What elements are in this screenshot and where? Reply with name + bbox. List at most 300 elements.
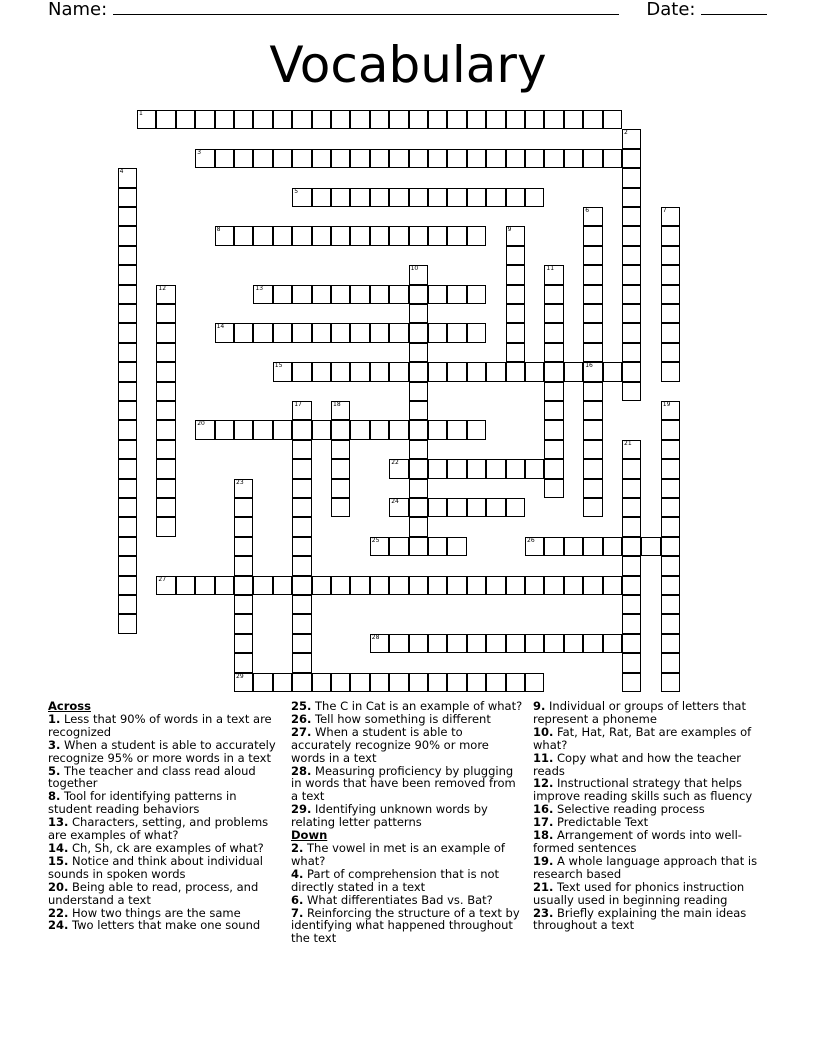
crossword-cell[interactable] <box>661 323 680 342</box>
crossword-cell[interactable] <box>156 110 175 129</box>
crossword-cell[interactable] <box>273 673 292 692</box>
crossword-cell[interactable] <box>622 673 641 692</box>
crossword-cell[interactable] <box>409 517 428 536</box>
crossword-cell[interactable] <box>603 634 622 653</box>
crossword-cell[interactable] <box>350 323 369 342</box>
crossword-cell[interactable] <box>428 188 447 207</box>
crossword-cell[interactable] <box>370 226 389 245</box>
crossword-cell[interactable] <box>118 498 137 517</box>
crossword-cell[interactable] <box>409 304 428 323</box>
crossword-cell[interactable] <box>292 498 311 517</box>
crossword-cell[interactable] <box>292 614 311 633</box>
crossword-cell[interactable] <box>331 362 350 381</box>
crossword-cell[interactable] <box>409 226 428 245</box>
name-field[interactable] <box>113 0 619 15</box>
crossword-cell[interactable] <box>215 110 234 129</box>
crossword-cell[interactable] <box>292 401 311 420</box>
crossword-cell[interactable] <box>447 459 466 478</box>
crossword-cell[interactable] <box>156 576 175 595</box>
crossword-cell[interactable] <box>447 188 466 207</box>
crossword-cell[interactable] <box>389 323 408 342</box>
crossword-cell[interactable] <box>544 110 563 129</box>
crossword-cell[interactable] <box>389 420 408 439</box>
crossword-cell[interactable] <box>661 420 680 439</box>
crossword-cell[interactable] <box>118 614 137 633</box>
crossword-cell[interactable] <box>506 285 525 304</box>
crossword-cell[interactable] <box>292 653 311 672</box>
crossword-cell[interactable] <box>292 595 311 614</box>
crossword-cell[interactable] <box>486 459 505 478</box>
crossword-cell[interactable] <box>583 246 602 265</box>
crossword-cell[interactable] <box>583 207 602 226</box>
crossword-cell[interactable] <box>486 149 505 168</box>
crossword-cell[interactable] <box>292 323 311 342</box>
crossword-cell[interactable] <box>447 498 466 517</box>
crossword-cell[interactable] <box>486 576 505 595</box>
crossword-cell[interactable] <box>292 479 311 498</box>
crossword-cell[interactable] <box>370 576 389 595</box>
crossword-cell[interactable] <box>661 459 680 478</box>
crossword-cell[interactable] <box>506 323 525 342</box>
crossword-cell[interactable] <box>525 537 544 556</box>
crossword-cell[interactable] <box>253 226 272 245</box>
crossword-cell[interactable] <box>292 420 311 439</box>
crossword-cell[interactable] <box>409 110 428 129</box>
crossword-cell[interactable] <box>273 285 292 304</box>
crossword-cell[interactable] <box>234 595 253 614</box>
crossword-cell[interactable] <box>583 498 602 517</box>
crossword-cell[interactable] <box>137 110 156 129</box>
crossword-cell[interactable] <box>661 595 680 614</box>
crossword-cell[interactable] <box>428 634 447 653</box>
crossword-cell[interactable] <box>370 149 389 168</box>
crossword-cell[interactable] <box>118 168 137 187</box>
crossword-cell[interactable] <box>195 149 214 168</box>
crossword-cell[interactable] <box>389 188 408 207</box>
crossword-cell[interactable] <box>661 673 680 692</box>
crossword-cell[interactable] <box>661 653 680 672</box>
crossword-cell[interactable] <box>506 498 525 517</box>
crossword-cell[interactable] <box>234 420 253 439</box>
crossword-cell[interactable] <box>467 459 486 478</box>
crossword-cell[interactable] <box>622 517 641 536</box>
crossword-cell[interactable] <box>409 673 428 692</box>
crossword-cell[interactable] <box>331 673 350 692</box>
crossword-cell[interactable] <box>292 440 311 459</box>
crossword-cell[interactable] <box>118 226 137 245</box>
crossword-cell[interactable] <box>234 556 253 575</box>
crossword-cell[interactable] <box>622 323 641 342</box>
crossword-cell[interactable] <box>467 420 486 439</box>
crossword-cell[interactable] <box>156 440 175 459</box>
crossword-cell[interactable] <box>350 110 369 129</box>
crossword-cell[interactable] <box>118 420 137 439</box>
crossword-cell[interactable] <box>583 440 602 459</box>
crossword-cell[interactable] <box>370 110 389 129</box>
crossword-cell[interactable] <box>544 343 563 362</box>
crossword-cell[interactable] <box>234 110 253 129</box>
crossword-cell[interactable] <box>273 110 292 129</box>
crossword-cell[interactable] <box>312 362 331 381</box>
crossword-cell[interactable] <box>312 188 331 207</box>
crossword-cell[interactable] <box>292 149 311 168</box>
crossword-cell[interactable] <box>273 362 292 381</box>
crossword-cell[interactable] <box>661 304 680 323</box>
crossword-cell[interactable] <box>525 459 544 478</box>
crossword-cell[interactable] <box>661 498 680 517</box>
crossword-cell[interactable] <box>331 459 350 478</box>
crossword-cell[interactable] <box>428 459 447 478</box>
crossword-cell[interactable] <box>544 382 563 401</box>
crossword-cell[interactable] <box>428 323 447 342</box>
crossword-cell[interactable] <box>583 343 602 362</box>
crossword-cell[interactable] <box>544 420 563 439</box>
crossword-cell[interactable] <box>622 382 641 401</box>
crossword-cell[interactable] <box>544 265 563 284</box>
crossword-cell[interactable] <box>583 323 602 342</box>
crossword-cell[interactable] <box>622 556 641 575</box>
crossword-cell[interactable] <box>622 614 641 633</box>
crossword-cell[interactable] <box>312 323 331 342</box>
crossword-cell[interactable] <box>350 149 369 168</box>
crossword-cell[interactable] <box>506 304 525 323</box>
crossword-cell[interactable] <box>583 537 602 556</box>
crossword-cell[interactable] <box>389 537 408 556</box>
crossword-cell[interactable] <box>156 304 175 323</box>
crossword-cell[interactable] <box>331 420 350 439</box>
crossword-cell[interactable] <box>603 149 622 168</box>
crossword-cell[interactable] <box>409 537 428 556</box>
crossword-cell[interactable] <box>156 382 175 401</box>
crossword-cell[interactable] <box>583 382 602 401</box>
crossword-cell[interactable] <box>544 362 563 381</box>
crossword-cell[interactable] <box>370 537 389 556</box>
crossword-cell[interactable] <box>564 362 583 381</box>
crossword-cell[interactable] <box>564 576 583 595</box>
crossword-cell[interactable] <box>409 634 428 653</box>
crossword-cell[interactable] <box>486 498 505 517</box>
crossword-cell[interactable] <box>370 285 389 304</box>
crossword-cell[interactable] <box>506 576 525 595</box>
crossword-cell[interactable] <box>428 285 447 304</box>
crossword-cell[interactable] <box>331 479 350 498</box>
crossword-cell[interactable] <box>331 323 350 342</box>
crossword-cell[interactable] <box>350 420 369 439</box>
crossword-cell[interactable] <box>583 420 602 439</box>
crossword-cell[interactable] <box>215 420 234 439</box>
crossword-cell[interactable] <box>389 634 408 653</box>
crossword-cell[interactable] <box>176 576 195 595</box>
crossword-cell[interactable] <box>583 265 602 284</box>
crossword-cell[interactable] <box>215 323 234 342</box>
crossword-cell[interactable] <box>389 576 408 595</box>
crossword-cell[interactable] <box>389 673 408 692</box>
crossword-cell[interactable] <box>486 634 505 653</box>
crossword-cell[interactable] <box>234 614 253 633</box>
crossword-cell[interactable] <box>409 323 428 342</box>
crossword-cell[interactable] <box>273 226 292 245</box>
crossword-cell[interactable] <box>118 517 137 536</box>
crossword-cell[interactable] <box>544 285 563 304</box>
crossword-cell[interactable] <box>447 673 466 692</box>
crossword-cell[interactable] <box>583 226 602 245</box>
crossword-cell[interactable] <box>409 401 428 420</box>
crossword-cell[interactable] <box>370 188 389 207</box>
crossword-cell[interactable] <box>118 401 137 420</box>
crossword-cell[interactable] <box>622 304 641 323</box>
crossword-cell[interactable] <box>156 517 175 536</box>
crossword-cell[interactable] <box>409 479 428 498</box>
crossword-cell[interactable] <box>447 362 466 381</box>
crossword-cell[interactable] <box>467 188 486 207</box>
crossword-cell[interactable] <box>331 188 350 207</box>
crossword-cell[interactable] <box>118 556 137 575</box>
crossword-cell[interactable] <box>409 420 428 439</box>
crossword-cell[interactable] <box>118 343 137 362</box>
crossword-cell[interactable] <box>506 265 525 284</box>
crossword-cell[interactable] <box>156 498 175 517</box>
crossword-cell[interactable] <box>253 110 272 129</box>
crossword-cell[interactable] <box>118 246 137 265</box>
crossword-cell[interactable] <box>312 420 331 439</box>
crossword-cell[interactable] <box>409 459 428 478</box>
crossword-cell[interactable] <box>583 110 602 129</box>
crossword-cell[interactable] <box>661 576 680 595</box>
crossword-cell[interactable] <box>292 459 311 478</box>
crossword-cell[interactable] <box>486 673 505 692</box>
crossword-cell[interactable] <box>583 362 602 381</box>
crossword-cell[interactable] <box>583 479 602 498</box>
crossword-cell[interactable] <box>622 265 641 284</box>
crossword-cell[interactable] <box>118 362 137 381</box>
crossword-cell[interactable] <box>273 420 292 439</box>
crossword-cell[interactable] <box>156 420 175 439</box>
crossword-cell[interactable] <box>118 576 137 595</box>
crossword-cell[interactable] <box>409 440 428 459</box>
crossword-cell[interactable] <box>350 576 369 595</box>
crossword-cell[interactable] <box>389 226 408 245</box>
crossword-cell[interactable] <box>156 362 175 381</box>
crossword-cell[interactable] <box>467 323 486 342</box>
crossword-cell[interactable] <box>389 498 408 517</box>
crossword-cell[interactable] <box>622 207 641 226</box>
crossword-cell[interactable] <box>486 362 505 381</box>
crossword-cell[interactable] <box>661 285 680 304</box>
crossword-cell[interactable] <box>428 576 447 595</box>
crossword-cell[interactable] <box>622 226 641 245</box>
crossword-cell[interactable] <box>661 634 680 653</box>
crossword-cell[interactable] <box>506 188 525 207</box>
crossword-cell[interactable] <box>661 362 680 381</box>
crossword-cell[interactable] <box>292 634 311 653</box>
crossword-cell[interactable] <box>447 420 466 439</box>
crossword-cell[interactable] <box>506 459 525 478</box>
crossword-cell[interactable] <box>622 537 641 556</box>
crossword-cell[interactable] <box>544 440 563 459</box>
crossword-cell[interactable] <box>331 149 350 168</box>
crossword-cell[interactable] <box>544 634 563 653</box>
crossword-cell[interactable] <box>389 285 408 304</box>
crossword-cell[interactable] <box>409 498 428 517</box>
crossword-cell[interactable] <box>661 440 680 459</box>
crossword-cell[interactable] <box>428 537 447 556</box>
crossword-cell[interactable] <box>215 149 234 168</box>
crossword-cell[interactable] <box>273 323 292 342</box>
crossword-cell[interactable] <box>350 285 369 304</box>
crossword-cell[interactable] <box>525 362 544 381</box>
crossword-cell[interactable] <box>331 576 350 595</box>
crossword-cell[interactable] <box>118 304 137 323</box>
crossword-cell[interactable] <box>253 149 272 168</box>
crossword-cell[interactable] <box>486 110 505 129</box>
crossword-cell[interactable] <box>292 285 311 304</box>
crossword-cell[interactable] <box>389 149 408 168</box>
crossword-cell[interactable] <box>428 420 447 439</box>
crossword-cell[interactable] <box>234 479 253 498</box>
crossword-cell[interactable] <box>447 634 466 653</box>
crossword-cell[interactable] <box>447 226 466 245</box>
crossword-cell[interactable] <box>350 188 369 207</box>
crossword-cell[interactable] <box>661 556 680 575</box>
crossword-cell[interactable] <box>195 576 214 595</box>
crossword-cell[interactable] <box>234 653 253 672</box>
crossword-cell[interactable] <box>234 634 253 653</box>
crossword-cell[interactable] <box>118 285 137 304</box>
crossword-cell[interactable] <box>564 634 583 653</box>
crossword-cell[interactable] <box>622 576 641 595</box>
crossword-cell[interactable] <box>506 634 525 653</box>
crossword-cell[interactable] <box>564 537 583 556</box>
crossword-cell[interactable] <box>370 420 389 439</box>
crossword-cell[interactable] <box>525 149 544 168</box>
crossword-cell[interactable] <box>661 517 680 536</box>
crossword-cell[interactable] <box>312 226 331 245</box>
crossword-cell[interactable] <box>544 537 563 556</box>
crossword-cell[interactable] <box>622 459 641 478</box>
crossword-cell[interactable] <box>118 595 137 614</box>
crossword-cell[interactable] <box>622 246 641 265</box>
crossword-cell[interactable] <box>661 401 680 420</box>
crossword-cell[interactable] <box>234 517 253 536</box>
crossword-cell[interactable] <box>273 576 292 595</box>
crossword-cell[interactable] <box>622 168 641 187</box>
crossword-cell[interactable] <box>564 149 583 168</box>
crossword-cell[interactable] <box>409 382 428 401</box>
crossword-cell[interactable] <box>292 110 311 129</box>
crossword-cell[interactable] <box>544 401 563 420</box>
crossword-cell[interactable] <box>370 673 389 692</box>
crossword-cell[interactable] <box>215 576 234 595</box>
crossword-cell[interactable] <box>156 343 175 362</box>
crossword-cell[interactable] <box>661 265 680 284</box>
crossword-cell[interactable] <box>312 110 331 129</box>
crossword-cell[interactable] <box>292 362 311 381</box>
crossword-cell[interactable] <box>622 653 641 672</box>
crossword-cell[interactable] <box>467 362 486 381</box>
crossword-cell[interactable] <box>447 285 466 304</box>
crossword-cell[interactable] <box>622 343 641 362</box>
crossword-cell[interactable] <box>467 673 486 692</box>
crossword-cell[interactable] <box>622 149 641 168</box>
crossword-cell[interactable] <box>525 673 544 692</box>
crossword-cell[interactable] <box>118 459 137 478</box>
crossword-cell[interactable] <box>292 576 311 595</box>
crossword-cell[interactable] <box>544 323 563 342</box>
crossword-cell[interactable] <box>350 362 369 381</box>
crossword-cell[interactable] <box>370 323 389 342</box>
date-field[interactable] <box>701 0 767 15</box>
crossword-cell[interactable] <box>156 401 175 420</box>
crossword-cell[interactable] <box>467 226 486 245</box>
crossword-cell[interactable] <box>525 188 544 207</box>
crossword-cell[interactable] <box>622 634 641 653</box>
crossword-cell[interactable] <box>486 188 505 207</box>
crossword-cell[interactable] <box>661 614 680 633</box>
crossword-cell[interactable] <box>428 149 447 168</box>
crossword-cell[interactable] <box>428 362 447 381</box>
crossword-cell[interactable] <box>331 110 350 129</box>
crossword-cell[interactable] <box>118 188 137 207</box>
crossword-cell[interactable] <box>409 188 428 207</box>
crossword-cell[interactable] <box>409 576 428 595</box>
crossword-cell[interactable] <box>506 673 525 692</box>
crossword-cell[interactable] <box>583 576 602 595</box>
crossword-cell[interactable] <box>447 576 466 595</box>
crossword-cell[interactable] <box>331 401 350 420</box>
crossword-cell[interactable] <box>506 246 525 265</box>
crossword-cell[interactable] <box>506 110 525 129</box>
crossword-cell[interactable] <box>467 110 486 129</box>
crossword-cell[interactable] <box>234 673 253 692</box>
crossword-cell[interactable] <box>622 285 641 304</box>
crossword-cell[interactable] <box>622 595 641 614</box>
crossword-cell[interactable] <box>215 226 234 245</box>
crossword-cell[interactable] <box>118 382 137 401</box>
crossword-cell[interactable] <box>544 304 563 323</box>
crossword-cell[interactable] <box>622 188 641 207</box>
crossword-cell[interactable] <box>409 149 428 168</box>
crossword-cell[interactable] <box>467 634 486 653</box>
crossword-cell[interactable] <box>603 576 622 595</box>
crossword-cell[interactable] <box>506 362 525 381</box>
crossword-cell[interactable] <box>176 110 195 129</box>
crossword-cell[interactable] <box>350 226 369 245</box>
crossword-cell[interactable] <box>661 226 680 245</box>
crossword-cell[interactable] <box>544 149 563 168</box>
crossword-cell[interactable] <box>583 459 602 478</box>
crossword-cell[interactable] <box>234 537 253 556</box>
crossword-cell[interactable] <box>409 343 428 362</box>
crossword-cell[interactable] <box>583 149 602 168</box>
crossword-cell[interactable] <box>312 576 331 595</box>
crossword-cell[interactable] <box>312 673 331 692</box>
crossword-cell[interactable] <box>273 149 292 168</box>
crossword-cell[interactable] <box>603 537 622 556</box>
crossword-cell[interactable] <box>253 323 272 342</box>
crossword-cell[interactable] <box>118 537 137 556</box>
crossword-cell[interactable] <box>544 576 563 595</box>
crossword-cell[interactable] <box>118 323 137 342</box>
crossword-cell[interactable] <box>661 207 680 226</box>
crossword-cell[interactable] <box>292 188 311 207</box>
crossword-cell[interactable] <box>583 401 602 420</box>
crossword-cell[interactable] <box>331 285 350 304</box>
crossword-cell[interactable] <box>583 304 602 323</box>
crossword-cell[interactable] <box>467 285 486 304</box>
crossword-cell[interactable] <box>156 323 175 342</box>
crossword-cell[interactable] <box>292 517 311 536</box>
crossword-cell[interactable] <box>544 459 563 478</box>
